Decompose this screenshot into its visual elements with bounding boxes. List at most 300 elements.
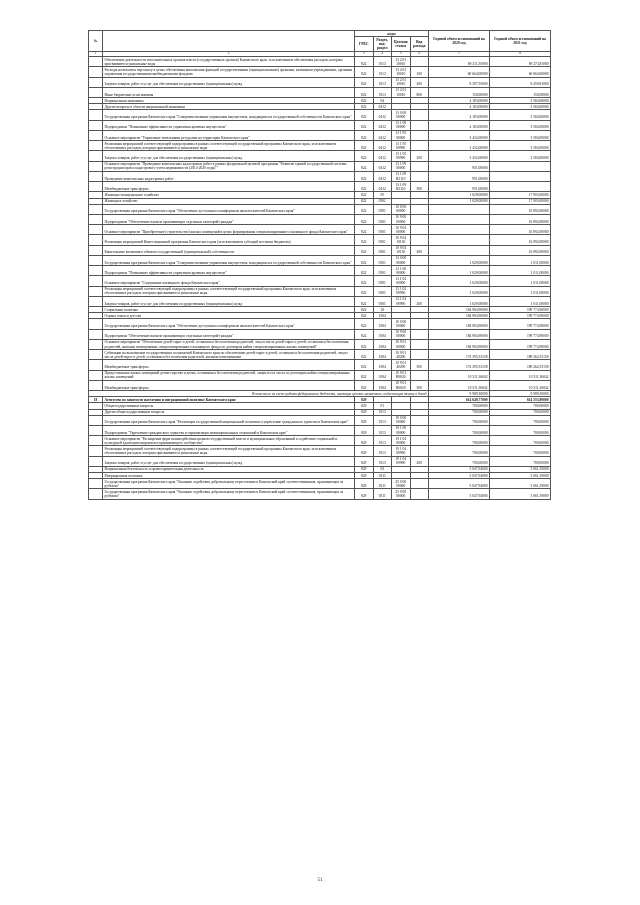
row-amount-2021: 3 584,00000: [490, 98, 551, 104]
row-name: Жилищное хозяйство: [103, 198, 355, 204]
row-grbs: 822: [355, 110, 374, 120]
row-grbs: 822: [355, 57, 374, 67]
row-expense-type: [410, 204, 429, 214]
header-2021: Годовой объем ассигнований на 2021 год: [490, 31, 551, 52]
row-grbs: 829: [355, 489, 374, 499]
row-grbs: 822: [355, 130, 374, 140]
row-expense-type: 800: [410, 87, 429, 97]
row-number: [89, 479, 103, 489]
row-amount-2021: 60 664,00000: [490, 67, 551, 77]
row-amount-2021: [490, 171, 551, 181]
row-name: Основное мероприятие "Содержание жилищного фонда Камчатского края": [103, 276, 355, 286]
row-name: Основное мероприятие "Приобретение (строительство) жилых помещений в целях формирования специализированного жилищного фонда Камчатского края": [103, 225, 355, 235]
row-section: 0412: [373, 104, 392, 110]
row-section: 0113: [373, 425, 392, 435]
row-number: [89, 67, 103, 77]
row-number: [89, 276, 103, 286]
row-amount-2021: 700,00000: [490, 436, 551, 446]
row-name: Межбюджетные трансферты: [103, 182, 355, 192]
row-number: [89, 456, 103, 466]
row-amount-2020: 5 047,94000: [429, 473, 490, 479]
row-amount-2021: 199 774,90000: [490, 307, 551, 313]
row-grbs: 829: [355, 436, 374, 446]
table-row: [89, 245, 551, 255]
row-number: [89, 360, 103, 370]
row-name: Агентство по занятости населения и миграционной политике Камчатского края: [103, 397, 355, 403]
row-amount-2020: 3 432,00000: [429, 130, 490, 140]
table-row: [89, 446, 551, 456]
row-amount-2021: 1 011,00000: [490, 276, 551, 286]
row-target-article: 13 2 01 10010: [392, 87, 411, 97]
row-grbs: 822: [355, 339, 374, 349]
row-expense-type: [410, 120, 429, 130]
row-amount-2020: 8 397,55000: [429, 77, 490, 87]
row-section: 0311: [373, 473, 392, 479]
row-expense-type: 200: [410, 151, 429, 161]
row-target-article: 19 0 00 00000: [392, 415, 411, 425]
page-number: 51: [317, 878, 323, 883]
row-name: Капитальные вложения в объекты государственной (муниципальной) собственности: [103, 245, 355, 255]
row-amount-2021: 3 584,00000: [490, 130, 551, 140]
row-grbs: 829: [355, 403, 374, 409]
row-name: Реализация мероприятий соответствующей подпрограммы в рамках соответствующей государственной программы Камчатского края, за исключением обеспеченных расходов, которым присваиваются уникальные коды: [103, 286, 355, 296]
table-row: [89, 425, 551, 435]
row-amount-2021: 16 892,00000: [490, 214, 551, 224]
row-number: [89, 286, 103, 296]
row-grbs: 822: [355, 171, 374, 181]
row-amount-2021: 3 584,00000: [490, 110, 551, 120]
row-target-article: 19 1 04 09990: [392, 456, 411, 466]
row-name: Государственная программа Камчатского края "Реализация государственной национальной политики и укрепление гражданского единства в Камчатском крае": [103, 415, 355, 425]
row-expense-type: [410, 339, 429, 349]
row-target-article: 10 9 01 R0820: [392, 370, 411, 380]
row-grbs: 822: [355, 350, 374, 360]
row-amount-2021: 8 459,81000: [490, 77, 551, 87]
row-amount-2021: 700,00000: [490, 456, 551, 466]
table-row: [89, 151, 551, 161]
table-row: [89, 255, 551, 265]
header-expense-type: Вид расхода: [410, 37, 429, 51]
row-amount-2021: 700,00000: [490, 403, 551, 409]
row-number: [89, 182, 103, 192]
row-amount-2021: 17 903,00000: [490, 192, 551, 198]
row-expense-type: [410, 276, 429, 286]
row-amount-2021: 150,00000: [490, 87, 551, 97]
row-amount-2020: 1 029,00000: [429, 276, 490, 286]
row-expense-type: [410, 57, 429, 67]
row-grbs: 822: [355, 380, 374, 390]
row-target-article: 13 1 00 00000: [392, 266, 411, 276]
row-number: [89, 77, 103, 87]
row-grbs: 822: [355, 141, 374, 151]
row-grbs: 822: [355, 225, 374, 235]
row-amount-2020: 700,00000: [429, 436, 490, 446]
row-amount-2021: 16 892,00000: [490, 225, 551, 235]
row-amount-2021: 700,00000: [490, 446, 551, 456]
row-name: Другие общегосударственные вопросы: [103, 409, 355, 415]
row-amount-2020: 700,00000: [429, 403, 490, 409]
table-row: [89, 436, 551, 446]
row-number: [89, 489, 103, 499]
row-amount-2021: 614 553,89000: [490, 397, 551, 403]
row-section: 0113: [373, 409, 392, 415]
row-section: 1004: [373, 339, 392, 349]
row-target-article: 13 1 02 00000: [392, 276, 411, 286]
row-amount-2020: [429, 245, 490, 255]
row-target-article: 13 0 00 00000: [392, 110, 411, 120]
row-amount-2020: 700,00000: [429, 446, 490, 456]
table-row: [89, 67, 551, 77]
row-number: [89, 87, 103, 97]
row-name: Реализация мероприятий соответствующей подпрограммы в рамках соответствующей государственной программы Камчатского края, за исключением обеспеченных расходов, которым присваиваются уникальные коды: [103, 446, 355, 456]
row-expense-type: [410, 446, 429, 456]
row-section: 0501: [373, 204, 392, 214]
table-row: [89, 360, 551, 370]
row-amount-2020: 700,00000: [429, 425, 490, 435]
table-row: [89, 415, 551, 425]
row-amount-2021: 199 774,90000: [490, 339, 551, 349]
row-amount-2020: 4 183,00000: [429, 120, 490, 130]
row-number: [89, 120, 103, 130]
row-section: 1004: [373, 350, 392, 360]
row-amount-2020: 1 029,00000: [429, 286, 490, 296]
row-amount-2021: 3 584,00000: [490, 151, 551, 161]
row-amount-2020: 1 029,00000: [429, 192, 490, 198]
row-grbs: 822: [355, 313, 374, 319]
row-target-article: 13 1 09 00000: [392, 161, 411, 171]
row-amount-2020: 184 904,90000: [429, 329, 490, 339]
row-section: 0113: [373, 77, 392, 87]
row-grbs: 822: [355, 235, 374, 245]
table-row: [89, 57, 551, 67]
row-expense-type: [410, 225, 429, 235]
row-expense-type: [410, 370, 429, 380]
row-number: [89, 329, 103, 339]
row-amount-2020: 150,00000: [429, 87, 490, 97]
row-target-article: 13 2 01 10010: [392, 57, 411, 67]
row-name: Предоставление жилых помещений детям-сиротам и детям, оставшимся без попечения родителей, лицам из их числа по договорам найма специализированных жилых помещений: [103, 370, 355, 380]
row-grbs: 822: [355, 276, 374, 286]
row-section: 0113: [373, 67, 392, 77]
row-section: 04: [373, 98, 392, 104]
row-name: Реализация мероприятий соответствующей подпрограммы в рамках соответствующей государственной программы Камчатского края, за исключением обеспеченных расходов, которым присваиваются уникальные коды: [103, 141, 355, 151]
row-amount-2020: [429, 235, 490, 245]
row-name: Охрана семьи и детства: [103, 313, 355, 319]
row-name: Подпрограмма "Обеспечение жильем проживающих отдельных категорий граждан": [103, 214, 355, 224]
row-grbs: 822: [355, 161, 374, 171]
row-expense-type: [410, 130, 429, 140]
row-expense-type: 200: [410, 296, 429, 306]
row-target-article: 13 1 05 09990: [392, 141, 411, 151]
row-name: Государственная программа Камчатского края "Обеспечение доступным и комфортным жильем жителей Камчатского края": [103, 319, 355, 329]
row-name: Иные бюджетные ассигнования: [103, 87, 355, 97]
row-number: [89, 415, 103, 425]
row-target-article: 10 9 01 40290: [392, 350, 411, 360]
row-target-article: 10 9 01 40290: [392, 360, 411, 370]
row-amount-2020: [429, 204, 490, 214]
row-expense-type: [410, 110, 429, 120]
table-row: [89, 286, 551, 296]
row-amount-2020: 5 047,94000: [429, 489, 490, 499]
row-amount-2021: 1 011,00000: [490, 286, 551, 296]
table-row: [89, 225, 551, 235]
table-row: [89, 380, 551, 390]
table-row: [89, 214, 551, 224]
row-amount-2021: 700,00000: [490, 425, 551, 435]
row-grbs: 822: [355, 182, 374, 192]
row-name: Основное мероприятие "Обеспечение детей-сирот и детей, оставшихся без попечения родителей, лиц из числа детей-сирот и детей, оставшихся без попечения родителей, жилыми помещениями специализированного жилищного фонда по договорам найма специализированных жилых помещений": [103, 339, 355, 349]
row-amount-2021: 199 774,90000: [490, 329, 551, 339]
row-grbs: 822: [355, 87, 374, 97]
row-section: 0311: [373, 479, 392, 489]
header-target-article: Целевая статья: [392, 37, 411, 51]
row-amount-2021: 1 011,00000: [490, 296, 551, 306]
row-name: Субвенции на выполнение государственных полномочий Камчатского края по обеспечению детей-сирот и детей, оставшихся без попечения родителей, лиц из числа детей-сирот и детей, оставшихся без попечения родителей, жилыми помещениями: [103, 350, 355, 360]
row-grbs: 822: [355, 370, 374, 380]
row-section: 0501: [373, 235, 392, 245]
row-expense-type: [410, 350, 429, 360]
row-grbs: 822: [355, 98, 374, 104]
table-row: [89, 171, 551, 181]
row-number: [89, 171, 103, 181]
row-grbs: 822: [355, 104, 374, 110]
row-number: [89, 214, 103, 224]
row-amount-2020: 69 211,55000: [429, 57, 490, 67]
col-index: 3: [355, 51, 374, 57]
row-section: 0412: [373, 120, 392, 130]
row-grbs: 822: [355, 77, 374, 87]
row-name: Государственная программа Камчатского края "Совершенствование управления имуществом, находящимся в государственной собственности Камчатского края": [103, 255, 355, 265]
row-section: 0412: [373, 130, 392, 140]
row-number: [89, 255, 103, 265]
row-number: [89, 296, 103, 306]
row-grbs: 829: [355, 397, 374, 403]
row-number: [89, 319, 103, 329]
table-row: [89, 339, 551, 349]
header-num: №: [89, 31, 103, 52]
row-target-article: 10 9 04 10130: [392, 235, 411, 245]
table-body-agency: [89, 397, 551, 499]
row-number: [89, 161, 103, 171]
row-amount-2021: 3 584,00000: [490, 120, 551, 130]
header-row-top: [89, 31, 551, 37]
row-section: 0501: [373, 255, 392, 265]
row-amount-2021: 5 061,39000: [490, 466, 551, 472]
row-amount-2021: 5 061,39000: [490, 489, 551, 499]
row-section: 03: [373, 466, 392, 472]
row-amount-2020: 174 395,53158: [429, 350, 490, 360]
row-section: 0412: [373, 182, 392, 192]
row-target-article: 13 1 09 R5110: [392, 182, 411, 192]
row-name: Закупка товаров, работ и услуг для обеспечения государственных (муниципальных) нужд: [103, 456, 355, 466]
row-target-article: 10 9 00 00000: [392, 329, 411, 339]
row-name: Проведение комплексных кадастровых работ: [103, 171, 355, 181]
row-target-article: 13 1 02 09990: [392, 286, 411, 296]
table-row: [89, 182, 551, 192]
row-grbs: 829: [355, 473, 374, 479]
row-grbs: 822: [355, 151, 374, 161]
row-name: Государственная программа Камчатского края "Совершенствование управления имуществом, находящимся в государственной собственности Камчатского края": [103, 110, 355, 120]
row-grbs: 829: [355, 466, 374, 472]
table-row: [89, 204, 551, 214]
row-section: 0412: [373, 171, 392, 181]
row-name: Обеспечение деятельности исполнительных органов власти (государственных органов) Камчатского края, за исключением обеспечения расходов, которым присваиваются уникальные коды: [103, 57, 355, 67]
table-row: [89, 456, 551, 466]
row-expense-type: 200: [410, 77, 429, 87]
row-amount-2020: 951,00000: [429, 182, 490, 192]
row-section: 0501: [373, 276, 392, 286]
row-number: [89, 151, 103, 161]
row-expense-type: [410, 415, 429, 425]
row-expense-type: 500: [410, 380, 429, 390]
row-amount-2020: 700,00000: [429, 456, 490, 466]
row-number: [89, 245, 103, 255]
row-amount-2021: 16 892,00000: [490, 204, 551, 214]
table-row: [89, 276, 551, 286]
budget-page: [88, 30, 551, 500]
row-grbs: 829: [355, 425, 374, 435]
row-number: [89, 425, 103, 435]
row-number: [89, 204, 103, 214]
row-amount-2021: 189 262,55158: [490, 360, 551, 370]
row-amount-2021: 10 511,36842: [490, 380, 551, 390]
row-section: 0501: [373, 225, 392, 235]
col-index: 2: [103, 51, 355, 57]
row-grbs: 822: [355, 192, 374, 198]
row-section: 0113: [373, 446, 392, 456]
table-row: [89, 235, 551, 245]
row-number: [89, 235, 103, 245]
row-target-article: 13 1 02 09990: [392, 296, 411, 306]
federal-note-text: В том числе за счет средств федерального бюджета, имеющих целевое назначение, подлежащих зачету в доход: [89, 391, 429, 397]
row-section: 1004: [373, 380, 392, 390]
row-section: 0501: [373, 245, 392, 255]
row-expense-type: [410, 286, 429, 296]
row-amount-2020: 3 432,00000: [429, 151, 490, 161]
table-row: [89, 110, 551, 120]
row-amount-2020: 1 029,00000: [429, 296, 490, 306]
row-expense-type: [410, 214, 429, 224]
row-target-article: 13 1 05 09990: [392, 151, 411, 161]
row-amount-2020: 4 183,00000: [429, 104, 490, 110]
row-section: 05: [373, 192, 392, 198]
row-name: Подпрограмма "Повышение эффективности управления краевым имуществом": [103, 266, 355, 276]
row-amount-2021: 189 262,55158: [490, 350, 551, 360]
table-body-ministry: [89, 57, 551, 391]
row-name: Подпрограмма "Повышение эффективности управления краевым имуществом": [103, 120, 355, 130]
row-amount-2021: 199 774,90000: [490, 319, 551, 329]
row-amount-2021: 3 584,00000: [490, 141, 551, 151]
row-amount-2020: 5 047,94000: [429, 466, 490, 472]
row-number: [89, 266, 103, 276]
table-row: [89, 296, 551, 306]
row-section: 0113: [373, 415, 392, 425]
row-section: 0412: [373, 161, 392, 171]
row-grbs: 829: [355, 446, 374, 456]
row-target-article: 13 2 01 10010: [392, 77, 411, 87]
row-section: 1004: [373, 329, 392, 339]
row-section: 1004: [373, 360, 392, 370]
row-expense-type: 100: [410, 67, 429, 77]
row-name: Межбюджетные трансферты: [103, 380, 355, 390]
col-index: 8: [490, 51, 551, 57]
row-amount-2021: 1 011,00000: [490, 266, 551, 276]
row-grbs: 822: [355, 245, 374, 255]
row-name: Основное мероприятие "Управление земельными ресурсами на территории Камчатского края": [103, 130, 355, 140]
row-amount-2021: 1 011,00000: [490, 255, 551, 265]
row-expense-type: [410, 141, 429, 151]
row-target-article: 10 0 00 00000: [392, 319, 411, 329]
row-amount-2020: 3 432,00000: [429, 141, 490, 151]
table-row: [89, 479, 551, 489]
row-name: Жилищно-коммунальное хозяйство: [103, 192, 355, 198]
row-section: 0113: [373, 456, 392, 466]
row-amount-2021: [490, 161, 551, 171]
row-grbs: 822: [355, 214, 374, 224]
row-expense-type: [410, 489, 429, 499]
row-name: Расходы на выплаты персоналу в целях обеспечения выполнения функций государственными (муниципальными) органами, казенными учреждениями, органами управления государственными внебюджетными фондами: [103, 67, 355, 77]
row-target-article: 19 1 04 00000: [392, 436, 411, 446]
row-expense-type: [410, 329, 429, 339]
row-section: 0501: [373, 296, 392, 306]
row-number: [89, 339, 103, 349]
row-target-article: 19 1 04 09990: [392, 446, 411, 456]
col-index: 1: [89, 51, 103, 57]
budget-table: [88, 30, 551, 500]
row-amount-2020: 700,00000: [429, 415, 490, 425]
row-expense-type: [410, 255, 429, 265]
row-section: 01: [373, 403, 392, 409]
federal-note-2020: 9 989,30000: [429, 391, 490, 397]
row-expense-type: 400: [410, 245, 429, 255]
row-target-article: 10 9 00 00000: [392, 214, 411, 224]
row-amount-2020: 10 511,36842: [429, 370, 490, 380]
row-expense-type: [410, 425, 429, 435]
row-amount-2020: 60 664,00000: [429, 67, 490, 77]
table-row: [89, 161, 551, 171]
row-amount-2020: 700,00000: [429, 409, 490, 415]
row-section: 0501: [373, 266, 392, 276]
row-grbs: 822: [355, 67, 374, 77]
row-target-article: 10 9 01 R0820: [392, 380, 411, 390]
col-index: 7: [429, 51, 490, 57]
table-row: [89, 489, 551, 499]
row-expense-type: 500: [410, 182, 429, 192]
col-index: 6: [410, 51, 429, 57]
col-index: 4: [373, 51, 392, 57]
row-expense-type: [410, 171, 429, 181]
row-grbs: 822: [355, 120, 374, 130]
row-amount-2020: 1 029,00000: [429, 255, 490, 265]
row-name: Миграционная политика: [103, 473, 355, 479]
col-index: 5: [392, 51, 411, 57]
row-amount-2020: 174 395,53158: [429, 360, 490, 370]
table-row: [89, 329, 551, 339]
row-amount-2021: 16 892,00000: [490, 245, 551, 255]
header-grbs: ГРБС: [355, 37, 374, 51]
table-row: [89, 266, 551, 276]
row-amount-2021: 10 511,36842: [490, 370, 551, 380]
row-section: 0501: [373, 198, 392, 204]
row-section: 0412: [373, 151, 392, 161]
federal-note-2021: 9 989,30000: [490, 391, 551, 397]
row-name: Закупка товаров, работ и услуг для обеспечения государственных (муниципальных) нужд: [103, 151, 355, 161]
row-number: [89, 57, 103, 67]
row-number: [89, 436, 103, 446]
row-amount-2020: 1 029,00000: [429, 198, 490, 204]
row-target-article: 10 0 00 00000: [392, 204, 411, 214]
row-number: [89, 141, 103, 151]
